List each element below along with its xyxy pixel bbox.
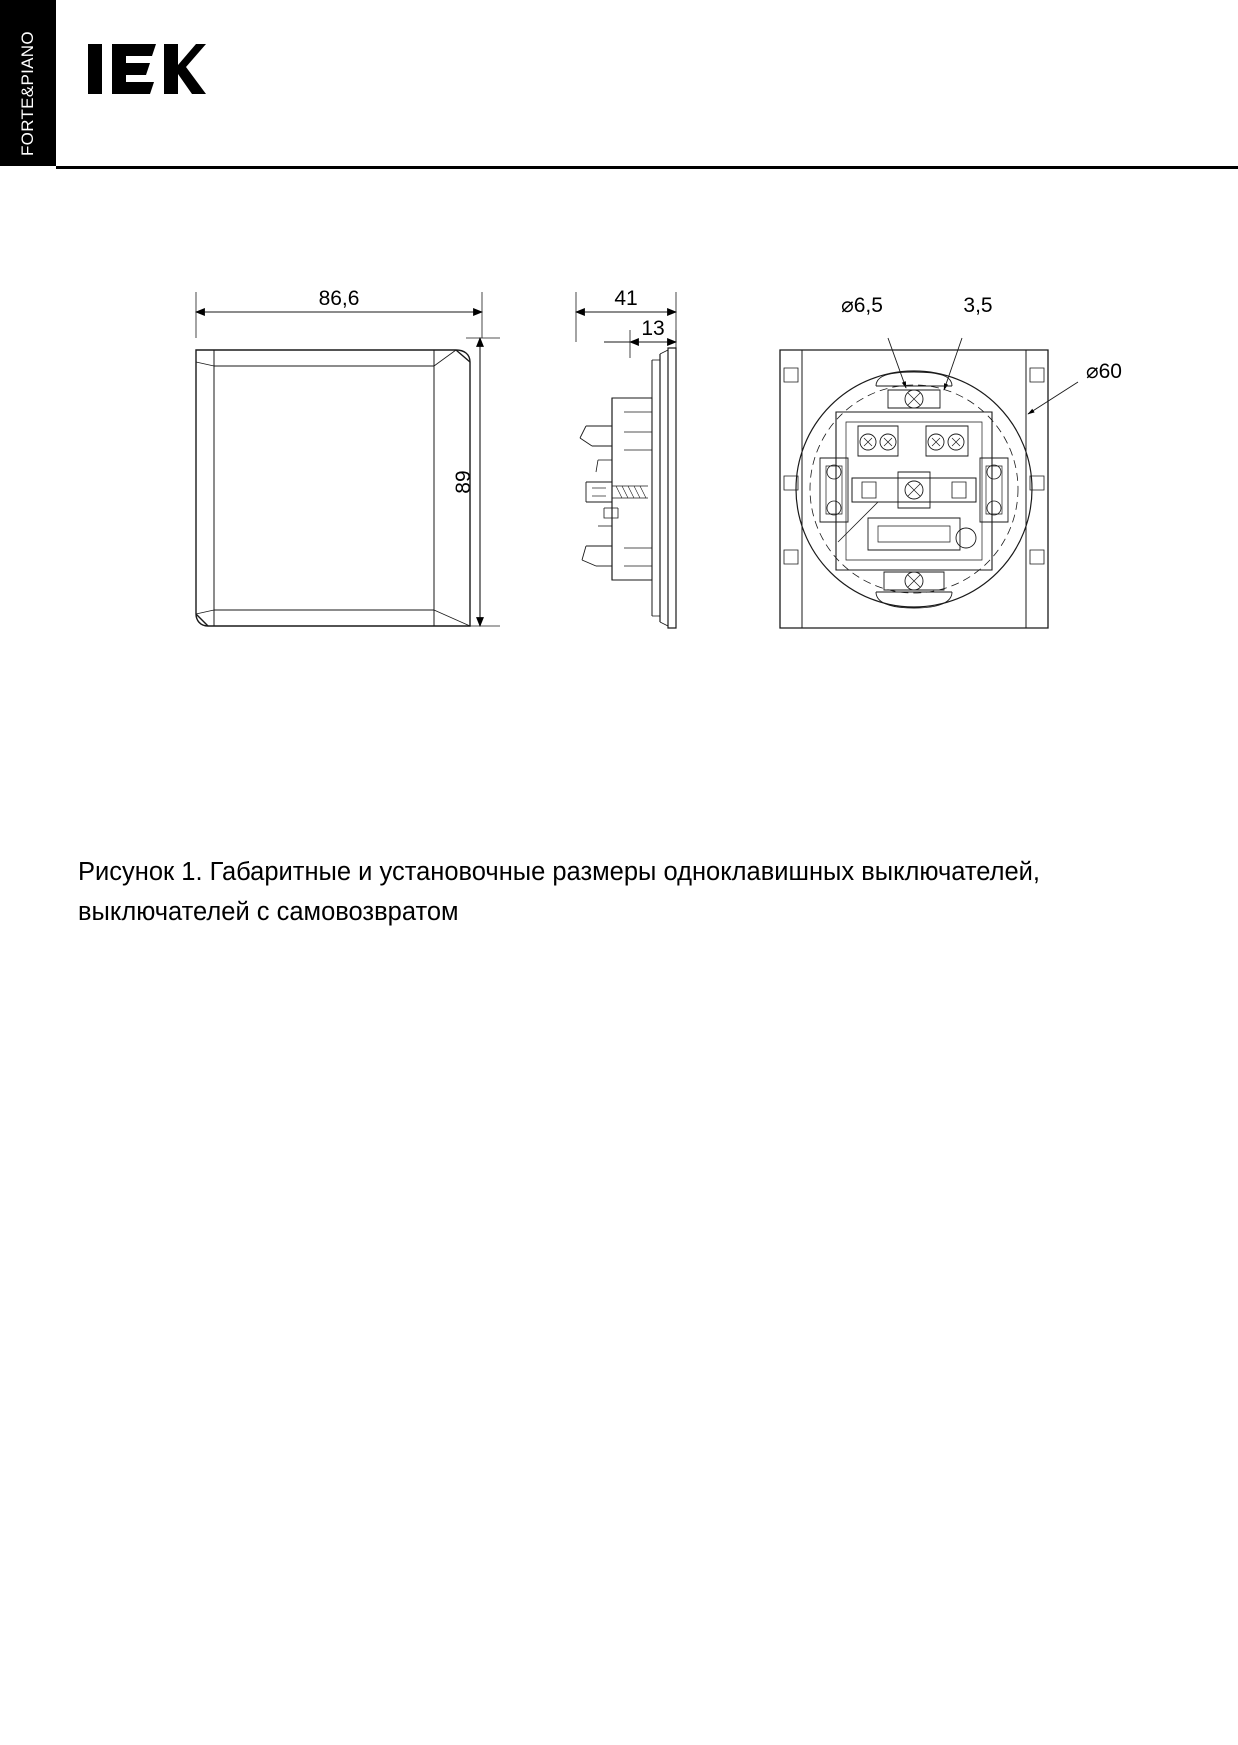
svg-text:⌀6,5: ⌀6,5 — [841, 294, 883, 317]
svg-text:86,6: 86,6 — [318, 287, 360, 310]
figure-caption: Рисунок 1. Габаритные и установочные размеры одноклавишных выключателей, выключателей с самовозвратом — [78, 858, 1041, 926]
svg-text:41: 41 — [614, 287, 638, 310]
svg-text:3,5: 3,5 — [963, 294, 993, 317]
brand-sidebar — [0, 0, 56, 166]
figure-drawing — [0, 250, 1238, 670]
svg-text:13: 13 — [641, 317, 665, 340]
svg-text:⌀60: ⌀60 — [1085, 360, 1123, 383]
iek-logo — [86, 38, 206, 100]
brand-sidebar-label: FORTE&PIANO — [18, 31, 37, 156]
header-divider — [56, 166, 1238, 169]
svg-text:89: 89 — [452, 470, 475, 494]
